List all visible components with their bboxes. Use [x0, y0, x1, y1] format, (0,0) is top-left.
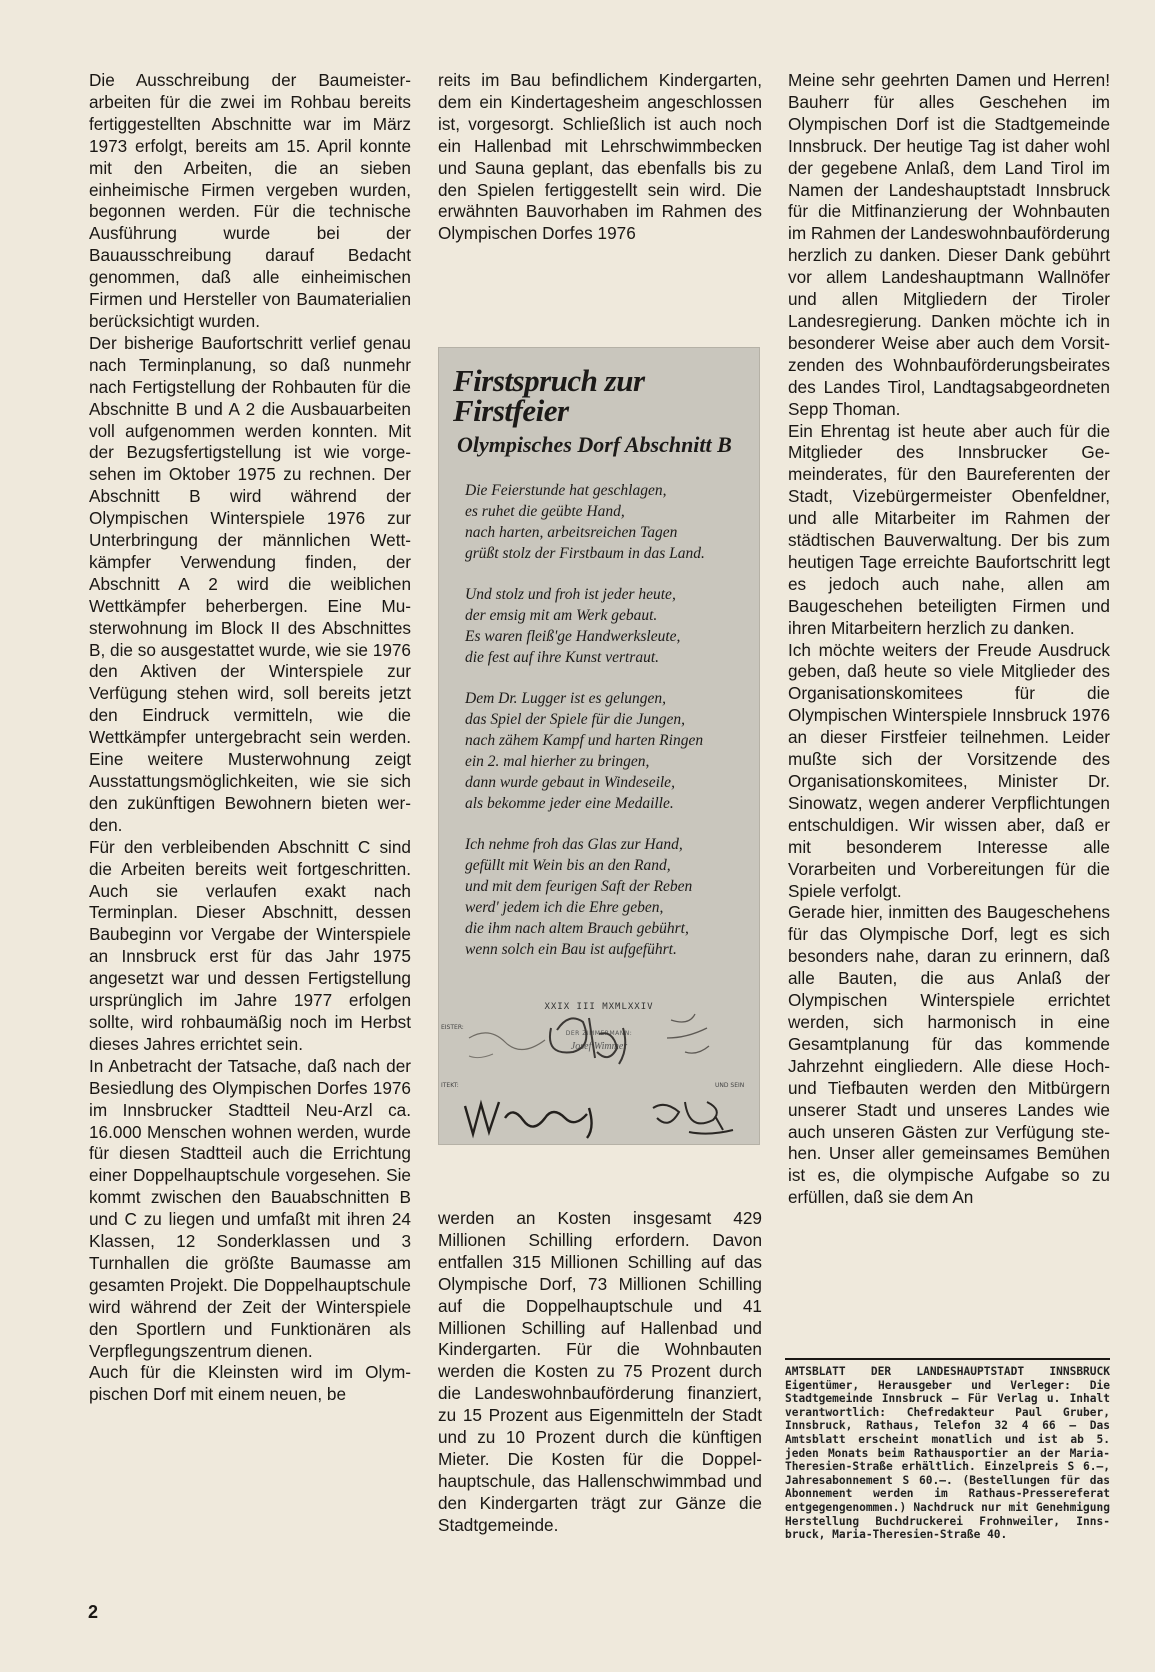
poem-line: es ruhet die geübte Hand, — [465, 503, 625, 520]
poem-line: Die Feierstunde hat geschlagen, — [465, 482, 667, 499]
column-middle-top — [438, 70, 762, 245]
poem-line: gefüllt mit Wein bis an den Rand, — [465, 857, 671, 874]
impressum-divider — [785, 1358, 1110, 1360]
paragraph: Ein Ehrentag ist heute aber auch für die Mitglieder des Innsbrucker Gemeinderates, für den Baureferenten der Stadt, Vizebürgermeister Obenfeldner, und alle Mitarbeiter im Rahmen der städtischen Bauverwaltung. Der bis zum heutigen Tage erreichte Baufortschritt legt es jedoch auch nahe, allen am Baugeschehen beteiligten Firmen und ihren Mitarbeitern herzlich zu danken. — [788, 420, 1110, 638]
paragraph: Die Ausschreibung der Baumeisterarbeiten für die zwei im Rohbau bereits fertiggestellten Abschnitte war im März 1973 erfolgt, bereits am 15. April konnte mit den Arbeiten, die an sieben einheimische Firmen vergeben wurden, begonnen werden. Für die technische Ausführung wurde bei der Bauausschreibung darauf Bedacht genommen, daß alle einheimischen Firmen und Hersteller von Baumaterialien berücksichtigt wurden. — [89, 70, 411, 331]
poem-line: Ich nehme froh das Glas zur Hand, — [465, 836, 683, 853]
page-number: 2 — [88, 1602, 99, 1622]
poem-line: nach harten, arbeitsreichen Tagen — [465, 524, 678, 541]
zimmermann-signature: Josef Wimmer — [570, 1041, 628, 1052]
firstspruch-document-image — [438, 347, 760, 1145]
poem-title: Firstspruch zur Firstfeier — [453, 363, 645, 428]
column-right — [788, 70, 1110, 1209]
paragraph: werden an Kosten insgesamt 429 Millionen Schilling erfordern. Davon entfallen 315 Millionen Schilling auf das Olympische Dorf, 73 Millionen Schilling auf die Doppelhauptschule und 41 Millionen Schilling auf Hallenbad und Kindergarten. Für die Wohnbauten werden die Kosten zu 75 Prozent durch die Landeswohnbauförderung finanziert, zu 15 Prozent aus Eigenmitteln der Stadt und zu 10 Prozent durch die künftigen Mieter. Die Kosten für die Doppelhauptschule, das Hallenschwimmbad und den Kindergarten trägt zur Gänze die Stadtgemeinde. — [438, 1208, 762, 1535]
column-left — [89, 70, 411, 1406]
paragraph: reits im Bau befindlichem Kindergarten, dem ein Kindertagesheim angeschlossen ist, vorgesorgt. Schließlich ist auch noch ein Hallenbad mit Lehrschwimmbecken und Sauna geplant, das ebenfalls bis zu den Spielen fertiggestellt sein wird. Die erwähnten Bauvorhaben im Rahmen des Olympischen Dorfes 1976 — [438, 70, 762, 244]
paragraph: In Anbetracht der Tatsache, daß nach der Besiedlung des Olympischen Dorfes 1976 im Innsbrucker Stadtteil Neu-Arzl ca. 16.000 Menschen wohnen werden, wurde für diesen Stadtteil auch die Errichtung einer Doppelhauptschule vorgesehen. Sie kommt zwischen den Bauabschnitten B und C zu liegen und umfaßt mit ihren 24 Klassen, 12 Sonderklassen und 3 Turnhallen die größte Baumasse am gesamten Projekt. Die Doppelhauptschule wird während der Zeit der Winterspiele den Sportlern und Funktionären als Verpflegungszentrum dienen. — [89, 1055, 411, 1361]
zimmermann-label: DER ZIMMERMANN: — [565, 1030, 633, 1037]
poem-line: wenn solch ein Bau ist aufgeführt. — [465, 941, 677, 958]
poem-line: grüßt stolz der Firstbaum in das Land. — [465, 545, 705, 562]
poem-line: ein 2. mal hierher zu bringen, — [465, 753, 650, 770]
paragraph: Für den verbleibenden Abschnitt C sind die Arbeiten bereits weit fortgeschritten. Auch sie verlaufen exakt nach Terminplan. Dieser Abschnitt, dessen Baubeginn vor Vergabe der Winterspiele an Innsbruck erst für das Jahr 1975 angesetzt war und dessen Fertigstellung ursprünglich im Jahre 1977 erfolgen sollte, wird rohbaumäßig noch im Herbst dieses Jahres errichtet sein. — [89, 836, 411, 1054]
paragraph: Gerade hier, inmitten des Baugeschehens für das Olympische Dorf, legt es sich besonders nahe, daran zu erinnern, daß alle Bauten, die aus Anlaß der Olympischen Winterspiele errichtet werden, sich harmonisch in eine Gesamtplanung für das kommende Jahrzehnt eingliedern. Alle diese Hoch- und Tiefbauten werden den Mitbürgern unserer Stadt und unseres Landes wie auch unseren Gästen zur Verfügung stehen. Unser aller gemeinsames Bemühen ist es, die olympische Aufgabe so zu erfüllen, daß sie dem An — [788, 902, 1110, 1208]
poem-subtitle: Olympisches Dorf Abschnitt B — [457, 432, 732, 457]
paragraph: Meine sehr geehrten Damen und Herren! Bauherr für alles Geschehen im Olympischen Dorf ist die Stadtgemeinde Innsbruck. Der heutige Tag ist daher wohl der gegebene Anlaß, dem Land Tirol im Namen der Landeshauptstadt Innsbruck für die Mitfinanzierung der Wohnbauten im Rahmen der Landeswohnbauförderung herzlich zu danken. Dieser Dank gebührt vor allem Landeshauptmann Wallnöfer und allen Mitgliedern der Tiroler Landesregierung. Danken möchte ich in besonderer Weise aber auch dem Vorsitzenden des Wohnbauförderungsbeirates des Landes Tirol, Landtagsabgeordneten Sepp Thoman. — [788, 70, 1110, 419]
poem-line: das Spiel der Spiele für die Jungen, — [465, 711, 685, 728]
poem-body — [465, 480, 747, 960]
paragraph: Ich möchte weiters der Freude Ausdruck geben, daß heute so viele Mitglieder des Organisationskomitees für die Olympischen Winterspiele Innsbruck 1976 an dieser Firstfeier teilnehmen. Leider mußte sich der Vorsitzende des Organisationskomitees, Minister Dr. Sinowatz, wegen anderer Verpflichtungen entschuldigen. Wir wissen aber, daß er mit besonderem Interesse alle Vorarbeiten und Vorbereitungen für die Spiele verfolgt. — [788, 639, 1110, 901]
poem-line: die fest auf ihre Kunst vertraut. — [465, 649, 660, 666]
poem-line: Dem Dr. Lugger ist es gelungen, — [465, 690, 667, 707]
poem-line: als bekomme jeder eine Medaille. — [465, 795, 674, 812]
signature-label: EISTER: — [441, 1024, 464, 1031]
signature-label: ITEKT: — [441, 1082, 459, 1089]
poem-stanza — [465, 688, 747, 814]
poem-line: Und stolz und froh ist jeder heute, — [465, 586, 676, 603]
poem-line: die ihm nach altem Brauch gebührt, — [465, 920, 689, 937]
impressum: AMTSBLATT DER LANDESHAUPTSTADT INNSBRUCK Eigentümer, Herausgeber und Verleger: Die Stadtgemeinde Innsbruck — Für Verlag u. Inhalt verantwortlich: Chefredakteur Paul Gruber, Innsbruck, Rathaus, Telefon 32 4 66 — Das Amtsblatt erscheint monatlich und ist ab 5. jeden Monats beim Rathausportier an der Maria-Theresien-Straße erhältlich. Einzelpreis S 6.—, Jahresabonnement S 60.—. (Bestellungen für das Abonnement werden im Rathaus-Pressereferat entgegengenommen.) Nachdruck nur mit Genehmigung Herstellung Buchdruckerei Frohnweiler, Innsbruck, Maria-Theresien-Straße 40. — [785, 1365, 1110, 1542]
poem-date: XXIX III MXMLXXIV — [544, 1002, 654, 1012]
poem-line: und mit dem feurigen Saft der Reben — [465, 878, 693, 895]
poem-stanza — [465, 584, 747, 668]
column-middle-bottom — [438, 1208, 762, 1537]
signature-label: UND SEIN — [715, 1082, 745, 1089]
poem-line: der emsig mit am Werk gebaut. — [465, 607, 658, 624]
poem-line: nach zähem Kampf und harten Ringen — [465, 732, 704, 749]
poem-stanza — [465, 480, 747, 564]
handwritten-signatures — [439, 998, 759, 1144]
poem-line: Es waren fleiß'ge Handwerksleute, — [465, 628, 681, 645]
poem-line: dann wurde gebaut in Windeseile, — [465, 774, 675, 791]
signatures-area — [439, 998, 759, 1144]
poem-stanza — [465, 834, 747, 960]
paragraph: Der bisherige Baufortschritt verlief genau nach Terminplanung, so daß nunmehr nach Fertigstellung der Rohbauten für die Abschnitte B und A 2 die Ausbauarbeiten voll aufgenommen werden konnten. Mit der Bezugsfertigstellung ist wie vorgesehen im Oktober 1975 zu rechnen. Der Abschnitt B wird während der Olympischen Winterspiele 1976 zur Unterbringung der männlichen Wettkämpfer Verwendung finden, der Abschnitt A 2 wird die weiblichen Wettkämpfer beherbergen. Eine Musterwohnung im Block II des Abschnittes B, die so ausgestattet wurde, wie sie 1976 den Aktiven der Winterspiele zur Verfügung stehen wird, soll bereits jetzt den Eindruck vermitteln, wie die Wettkämpfer untergebracht sein werden. Eine weitere Musterwohnung zeigt Ausstattungsmöglichkeiten, wie sie sich den zukünftigen Bewohnern bieten werden. — [89, 332, 411, 835]
poem-line: werd' jedem ich die Ehre geben, — [465, 899, 664, 916]
paragraph: Auch für die Kleinsten wird im Olympischen Dorf mit einem neuen, be — [89, 1362, 411, 1405]
